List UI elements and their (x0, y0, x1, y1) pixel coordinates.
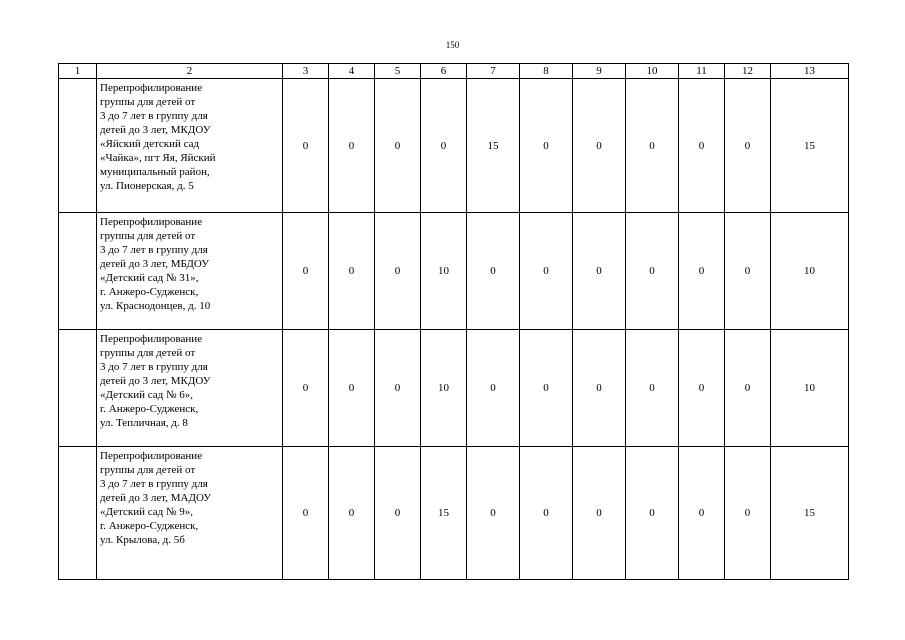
description-line: детей до 3 лет, МКДОУ (100, 375, 211, 387)
value-cell: 0 (520, 213, 573, 330)
description-line: г. Анжеро-Судженск, (100, 520, 199, 532)
value-cell: 0 (329, 330, 375, 447)
row-number-cell (59, 79, 97, 213)
header-cell: 10 (626, 64, 679, 79)
value-cell: 0 (283, 79, 329, 213)
description-line: ул. Пионерская, д. 5 (100, 180, 194, 192)
header-cell: 7 (467, 64, 520, 79)
row-number-cell (59, 213, 97, 330)
header-cell: 1 (59, 64, 97, 79)
value-cell: 0 (520, 330, 573, 447)
header-cell: 6 (421, 64, 467, 79)
description-cell (97, 447, 283, 580)
value-cell: 0 (573, 213, 626, 330)
value-cell: 0 (679, 447, 725, 580)
value-cell: 10 (421, 213, 467, 330)
value-cell: 0 (626, 330, 679, 447)
description-line: детей до 3 лет, МБДОУ (100, 258, 210, 270)
value-cell: 0 (520, 447, 573, 580)
description-line: группы для детей от (100, 347, 196, 359)
value-cell: 0 (467, 447, 520, 580)
description-line: ул. Тепличная, д. 8 (100, 417, 188, 429)
value-cell: 0 (679, 330, 725, 447)
description-line: «Яйский детский сад (100, 138, 200, 150)
description-line: «Детский сад № 6», (100, 389, 193, 401)
value-cell: 0 (467, 213, 520, 330)
value-cell: 0 (283, 213, 329, 330)
description-line: Перепрофилирование (100, 82, 203, 94)
value-cell: 0 (626, 79, 679, 213)
value-cell: 0 (467, 330, 520, 447)
table-row (59, 330, 849, 447)
page-number: 150 (445, 40, 460, 50)
value-cell: 0 (626, 213, 679, 330)
header-cell: 8 (520, 64, 573, 79)
description-line: группы для детей от (100, 464, 196, 476)
description-line: г. Анжеро-Судженск, (100, 286, 199, 298)
description-line: «Чайка», пгт Яя, Яйский (100, 152, 216, 164)
value-cell: 0 (725, 79, 771, 213)
value-cell: 0 (375, 79, 421, 213)
description-line: группы для детей от (100, 96, 196, 108)
description-line: детей до 3 лет, МКДОУ (100, 124, 211, 136)
value-cell: 10 (421, 330, 467, 447)
value-cell: 0 (283, 447, 329, 580)
total-cell: 15 (771, 79, 849, 213)
header-cell: 5 (375, 64, 421, 79)
description-line: группы для детей от (100, 230, 196, 242)
table-row (59, 447, 849, 580)
value-cell: 0 (626, 447, 679, 580)
value-cell: 0 (725, 213, 771, 330)
header-cell: 4 (329, 64, 375, 79)
value-cell: 0 (283, 330, 329, 447)
description-line: детей до 3 лет, МАДОУ (100, 492, 212, 504)
value-cell: 0 (573, 330, 626, 447)
description-line: Перепрофилирование (100, 450, 203, 462)
description-line: ул. Крылова, д. 5б (100, 534, 185, 546)
value-cell: 0 (725, 447, 771, 580)
value-cell: 0 (329, 79, 375, 213)
header-cell: 11 (679, 64, 725, 79)
header-cell: 12 (725, 64, 771, 79)
value-cell: 0 (329, 447, 375, 580)
header-cell: 2 (97, 64, 283, 79)
value-cell: 0 (375, 330, 421, 447)
table-row (59, 79, 849, 213)
row-number-cell (59, 330, 97, 447)
description-line: Перепрофилирование (100, 216, 203, 228)
value-cell: 15 (421, 447, 467, 580)
value-cell: 0 (520, 79, 573, 213)
description-line: ул. Краснодонцев, д. 10 (100, 300, 211, 312)
value-cell: 0 (573, 447, 626, 580)
value-cell: 15 (467, 79, 520, 213)
description-line: «Детский сад № 9», (100, 506, 193, 518)
row-number-cell (59, 447, 97, 580)
description-line: 3 до 7 лет в группу для (100, 478, 208, 490)
description-line: 3 до 7 лет в группу для (100, 110, 208, 122)
value-cell: 0 (725, 330, 771, 447)
description-cell (97, 213, 283, 330)
value-cell: 0 (679, 213, 725, 330)
header-cell: 9 (573, 64, 626, 79)
description-line: г. Анжеро-Судженск, (100, 403, 199, 415)
header-cell: 3 (283, 64, 329, 79)
description-cell (97, 330, 283, 447)
value-cell: 0 (375, 213, 421, 330)
description-line: 3 до 7 лет в группу для (100, 361, 208, 373)
value-cell: 0 (679, 79, 725, 213)
description-line: 3 до 7 лет в группу для (100, 244, 208, 256)
header-row (59, 64, 849, 79)
value-cell: 0 (329, 213, 375, 330)
total-cell: 15 (771, 447, 849, 580)
description-line: «Детский сад № 31», (100, 272, 199, 284)
value-cell: 0 (573, 79, 626, 213)
table-row (59, 213, 849, 330)
value-cell: 0 (421, 79, 467, 213)
value-cell: 0 (375, 447, 421, 580)
description-cell (97, 79, 283, 213)
data-table (58, 63, 849, 580)
description-line: муниципальный район, (100, 166, 210, 178)
total-cell: 10 (771, 213, 849, 330)
header-cell: 13 (771, 64, 849, 79)
description-line: Перепрофилирование (100, 333, 203, 345)
total-cell: 10 (771, 330, 849, 447)
